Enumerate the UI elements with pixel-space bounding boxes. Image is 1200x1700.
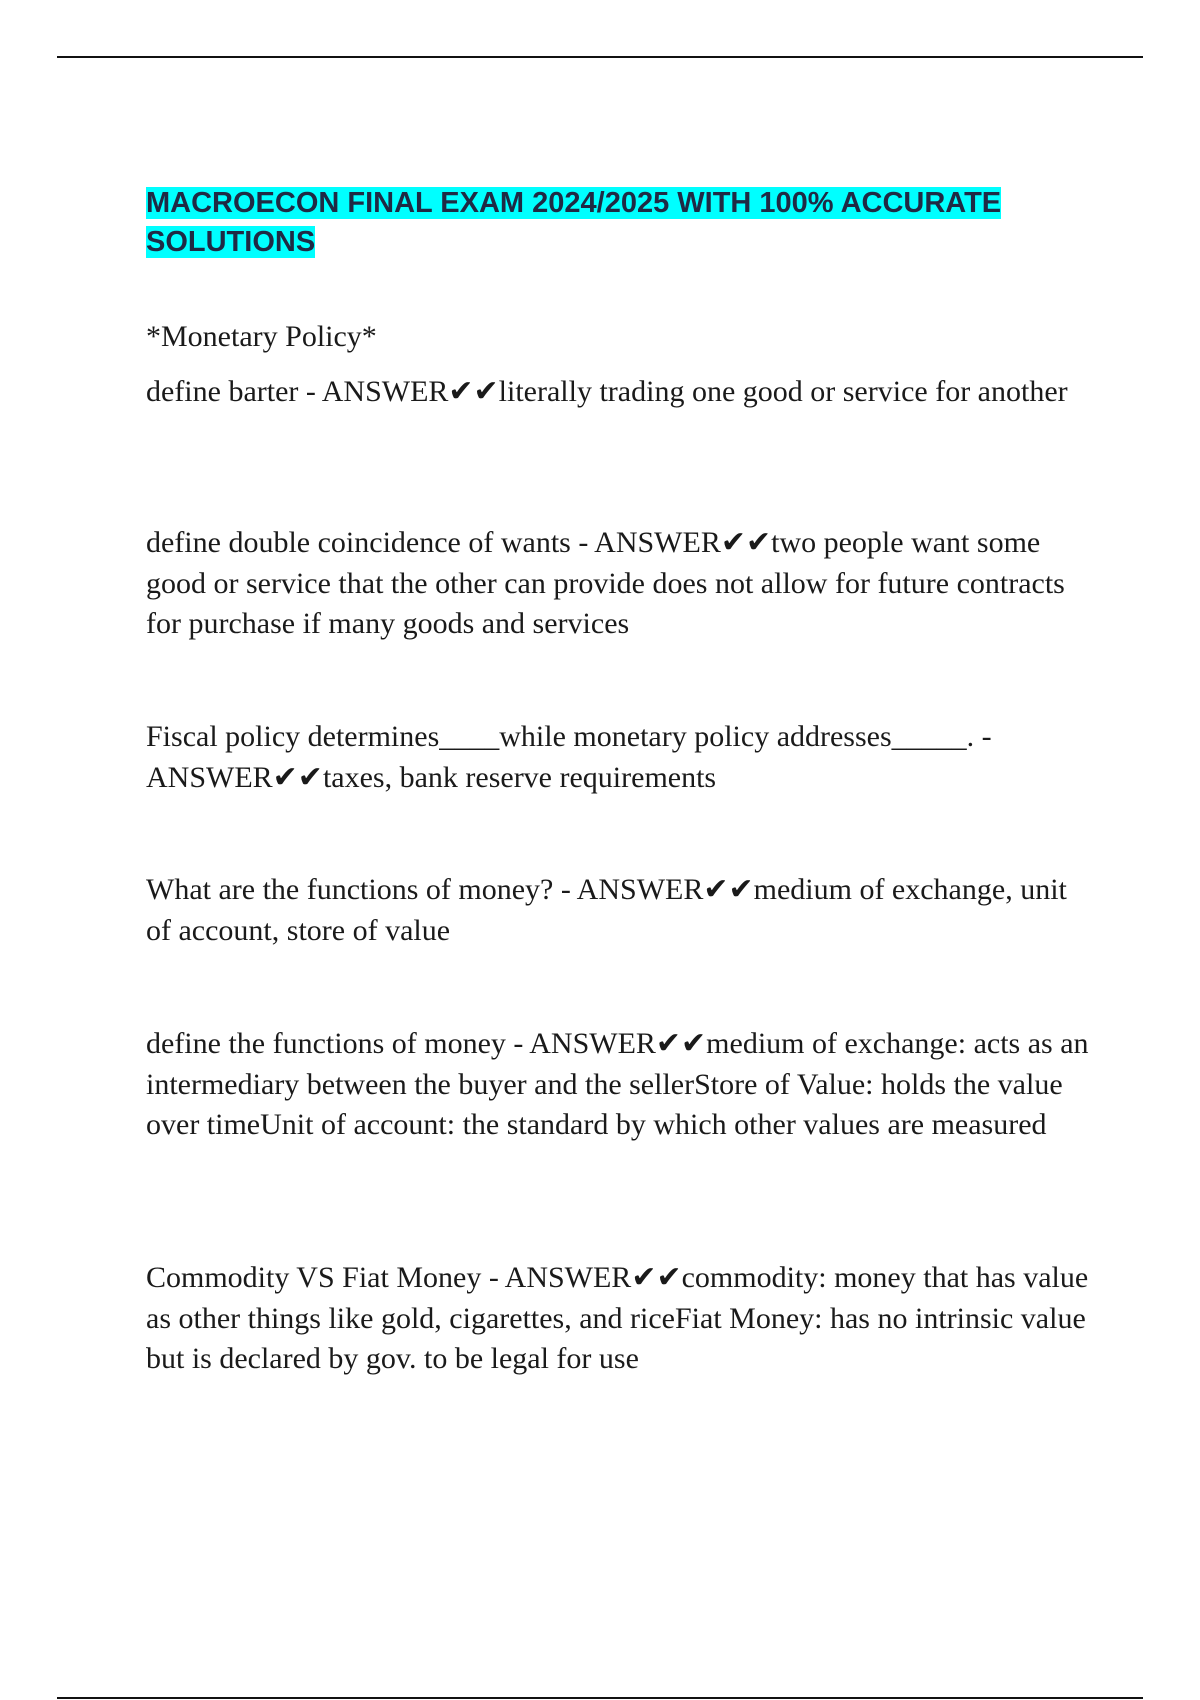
qa-entry: What are the functions of money? - ANSWER✔✔medium of exchange, unit of account, store of value <box>146 873 1067 947</box>
document-title-text: MACROECON FINAL EXAM 2024/2025 WITH 100% ACCURATE SOLUTIONS <box>146 187 1002 258</box>
qa-entry: define barter - ANSWER✔✔literally trading one good or service for another <box>146 375 1068 408</box>
qa-entry: define the functions of money - ANSWER✔✔medium of exchange: acts as an intermediary between the buyer and the sellerStore of Value: holds the value over timeUnit of account: the standard by which other values are measured <box>146 1027 1089 1141</box>
section-heading: *Monetary Policy* <box>146 320 377 353</box>
document-title <box>146 184 1046 262</box>
footer-rule <box>57 1697 1143 1699</box>
header-rule <box>57 56 1143 58</box>
qa-entry: Fiscal policy determines____while monetary policy addresses_____. - ANSWER✔✔taxes, bank reserve requirements <box>146 720 992 794</box>
qa-entry: define double coincidence of wants - ANSWER✔✔two people want some good or service that the other can provide does not allow for future contracts for purchase if many goods and services <box>146 526 1065 640</box>
qa-entry: Commodity VS Fiat Money - ANSWER✔✔commodity: money that has value as other things like gold, cigarettes, and riceFiat Money: has no intrinsic value but is declared by gov. to be legal for use <box>146 1261 1089 1375</box>
